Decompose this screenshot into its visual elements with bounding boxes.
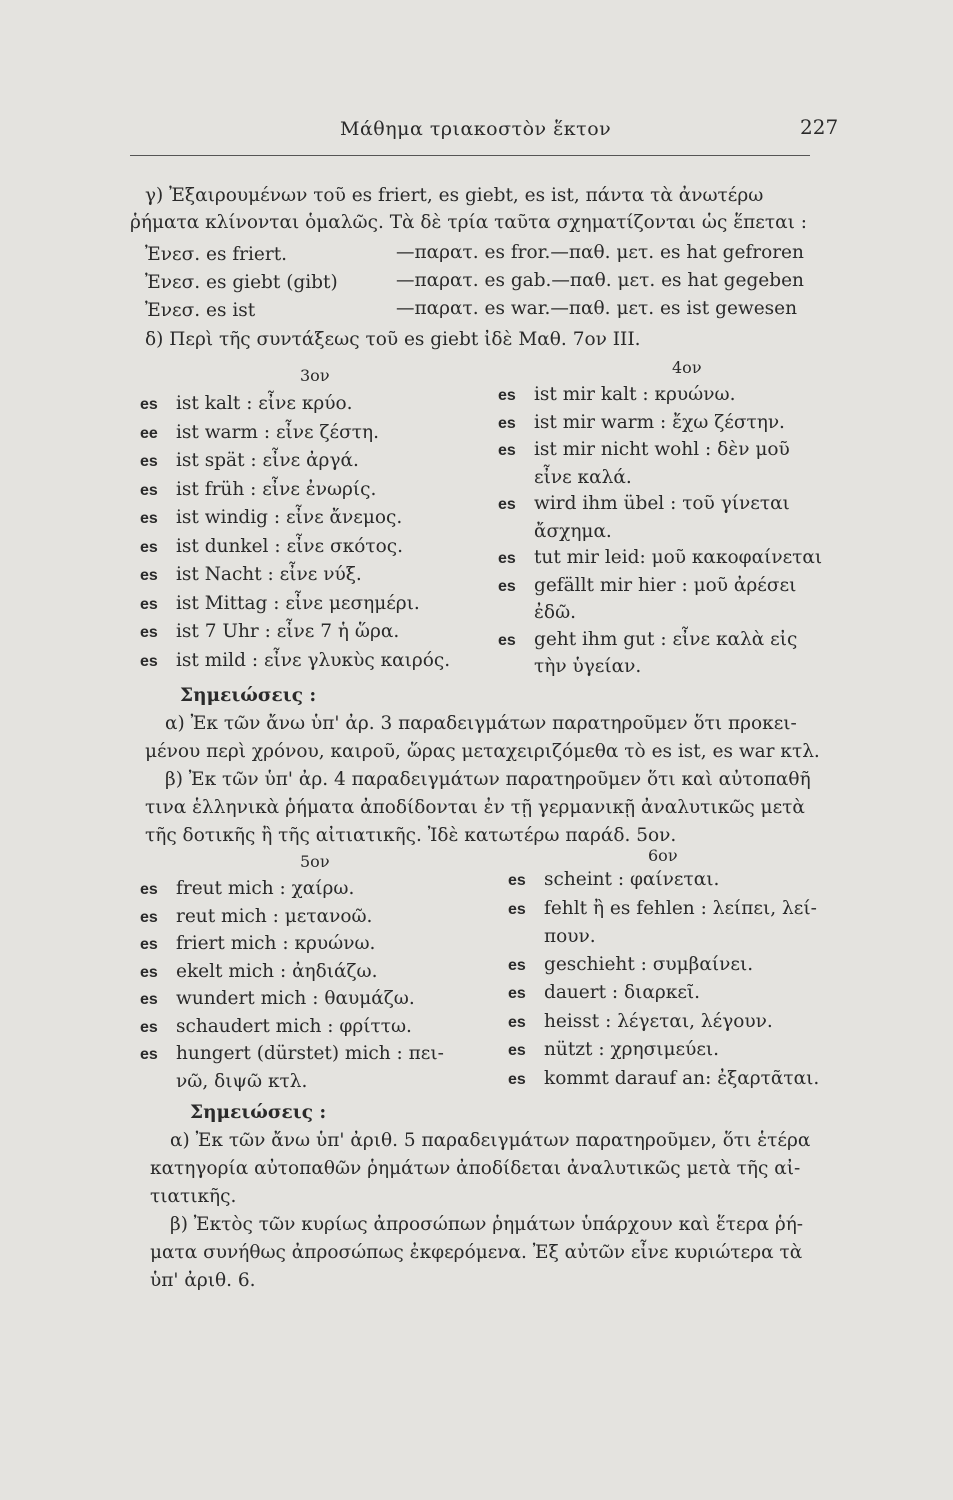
list-item bbox=[498, 519, 822, 546]
list-item-text: ist kalt : εἶνε κρύο. bbox=[176, 393, 353, 414]
es-marker: es bbox=[140, 396, 158, 413]
es-marker: es bbox=[140, 963, 158, 981]
es-marker: es bbox=[140, 453, 158, 470]
header-rule bbox=[130, 155, 810, 156]
list-item-text: wird ihm übel : τοῦ γίνεται bbox=[534, 493, 790, 514]
list-item-text: εἶνε καλά. bbox=[534, 466, 632, 488]
paragraph-line: α) Ἐκ τῶν ἄνω ὑπ' ἀριθ. 5 παραδειγμάτων παρατηροῦμεν, ὅτι ἑτέρα bbox=[170, 1130, 811, 1151]
list-item bbox=[508, 1008, 819, 1037]
list-item-text: wundert mich : θαυμάζω. bbox=[176, 988, 415, 1009]
es-marker: es bbox=[140, 652, 158, 670]
list-item bbox=[140, 618, 450, 647]
section-6-list bbox=[508, 866, 819, 1093]
list-item bbox=[508, 895, 819, 924]
list-item-text: dauert : διαρκεῖ. bbox=[544, 982, 701, 1003]
es-marker: es bbox=[498, 631, 516, 649]
es-marker: es bbox=[140, 936, 158, 953]
list-item bbox=[140, 533, 450, 562]
es-marker: es bbox=[140, 567, 158, 584]
page-number: 227 bbox=[800, 115, 839, 139]
paragraph-line: α) Ἐκ τῶν ἄνω ὑπ' ἀρ. 3 παραδειγμάτων παρατηροῦμεν ὅτι προκει- bbox=[165, 713, 797, 734]
conj-forms-3: —παρατ. es war.—παθ. μετ. es ist gewesen bbox=[396, 298, 798, 319]
section-4-list bbox=[498, 382, 822, 681]
list-item-text: tut mir leid: μοῦ κακοφαίνεται bbox=[534, 547, 823, 568]
section-4-label: 4ον bbox=[672, 358, 702, 377]
es-marker: es bbox=[508, 1070, 526, 1088]
list-item bbox=[508, 1036, 819, 1065]
list-item-text: kommt darauf an: ἐξαρτᾶται. bbox=[544, 1067, 820, 1089]
list-item bbox=[140, 504, 450, 533]
list-item-text: ist windig : εἶνε ἄνεμος. bbox=[176, 507, 403, 528]
list-item-text: ἄσχημα. bbox=[534, 520, 612, 542]
es-marker: es bbox=[140, 481, 158, 499]
list-item-text: geschieht : συμβαίνει. bbox=[544, 953, 754, 975]
list-item-text: friert mich : κρυώνω. bbox=[176, 933, 376, 954]
es-marker: es bbox=[140, 881, 158, 898]
es-marker: es bbox=[498, 414, 516, 432]
list-item-text: ist dunkel : εἶνε σκότος. bbox=[176, 535, 403, 557]
list-item bbox=[140, 904, 444, 932]
list-item-text: ist mild : εἶνε γλυκὺς καιρός. bbox=[176, 649, 451, 671]
es-marker: es bbox=[508, 1013, 526, 1031]
paragraph-line: κατηγορία αὐτοπαθῶν ῥημάτων ἀποδίδεται ἀναλυτικῶς μετὰ τῆς αἰ- bbox=[150, 1158, 801, 1179]
es-marker: es bbox=[508, 872, 526, 889]
list-item bbox=[140, 476, 450, 505]
list-item-text: ist warm : εἶνε ζέστη. bbox=[176, 421, 379, 443]
list-item bbox=[498, 627, 822, 655]
list-item-text: schaudert mich : φρίττω. bbox=[176, 1015, 412, 1037]
list-item bbox=[140, 561, 450, 590]
list-item bbox=[498, 545, 822, 573]
list-item bbox=[498, 437, 822, 465]
list-item-text: ist Nacht : εἶνε νύξ. bbox=[176, 564, 362, 585]
list-item bbox=[498, 410, 822, 438]
list-item bbox=[498, 600, 822, 627]
list-item bbox=[140, 959, 444, 987]
list-item-text: ἐδῶ. bbox=[534, 602, 577, 623]
es-marker: es bbox=[140, 595, 158, 613]
es-marker: es bbox=[140, 624, 158, 641]
intro-delta: δ) Περὶ τῆς συντάξεως τοῦ es giebt ἰδὲ Μαθ. 7ον ΙΙΙ. bbox=[145, 329, 641, 350]
paragraph-line: μένου περὶ χρόνου, καιροῦ, ὥρας μεταχειριζόμεθα τὸ es ist, es war κτλ. bbox=[145, 741, 820, 762]
list-item-text: ist spät : εἶνε ἀργά. bbox=[176, 450, 359, 471]
list-item bbox=[140, 647, 450, 676]
paragraph-line: ὑπ' ἀριθ. 6. bbox=[150, 1270, 256, 1291]
section-6-label: 6ον bbox=[648, 846, 678, 865]
list-item-text: τὴν ὑγείαν. bbox=[534, 656, 642, 677]
es-marker: es bbox=[498, 442, 516, 459]
list-item bbox=[508, 1065, 819, 1094]
list-item bbox=[508, 866, 819, 895]
conj-present-1: Ἐνεσ. es friert. bbox=[145, 244, 288, 265]
list-item bbox=[140, 1014, 444, 1042]
list-item bbox=[508, 951, 819, 980]
list-item-text: ekelt mich : ἀηδιάζω. bbox=[176, 960, 378, 982]
list-item-text: reut mich : μετανοῶ. bbox=[176, 905, 373, 927]
paragraph-line: τινα ἑλληνικὰ ῥήματα ἀποδίδονται ἐν τῇ γερμανικῇ ἀναλυτικῶς μετὰ bbox=[145, 797, 805, 818]
intro-line-1: γ) Ἐξαιρουμένων τοῦ es friert, es giebt, es ist, πάντα τὰ ἀνωτέρω bbox=[145, 185, 764, 206]
intro-line-2: ῥήματα κλίνονται ὁμαλῶς. Τὰ δὲ τρία ταῦτα σχηματίζονται ὡς ἕπεται : bbox=[130, 212, 807, 233]
es-marker: es bbox=[508, 900, 526, 918]
list-item bbox=[508, 923, 819, 951]
list-item bbox=[140, 986, 444, 1014]
notes-2-body bbox=[150, 1127, 810, 1295]
paragraph-line: β) Ἐκ τῶν ὑπ' ἀρ. 4 παραδειγμάτων παρατηροῦμεν ὅτι καὶ αὐτοπαθῆ bbox=[165, 769, 811, 790]
list-item bbox=[498, 491, 822, 519]
es-marker: es bbox=[140, 991, 158, 1008]
es-marker: es bbox=[508, 985, 526, 1002]
conj-forms-2: —παρατ. es gab.—παθ. μετ. es hat gegeben bbox=[396, 270, 804, 291]
section-5-label: 5ον bbox=[300, 852, 330, 871]
list-item-text: gefällt mir hier : μοῦ ἀρέσει bbox=[534, 574, 797, 596]
es-marker: es bbox=[140, 510, 158, 527]
list-item-text: heisst : λέγεται, λέγουν. bbox=[544, 1010, 773, 1032]
es-marker: es bbox=[140, 908, 158, 926]
list-item-text: nützt : χρησιμεύει. bbox=[544, 1039, 720, 1060]
notes-1-heading: Σημειώσεις : bbox=[180, 685, 317, 706]
es-marker: ee bbox=[140, 424, 158, 442]
notes-2-heading: Σημειώσεις : bbox=[190, 1102, 327, 1123]
list-item bbox=[140, 1041, 444, 1069]
list-item bbox=[140, 447, 450, 476]
list-item-text: hungert (dürstet) mich : πει- bbox=[176, 1043, 444, 1064]
list-item bbox=[140, 1069, 444, 1096]
section-3-list bbox=[140, 390, 450, 675]
es-marker: es bbox=[498, 577, 516, 595]
paragraph-line: τιατικῆς. bbox=[150, 1186, 237, 1207]
list-item bbox=[508, 979, 819, 1008]
conj-present-2: Ἐνεσ. es giebt (gibt) bbox=[145, 272, 338, 293]
list-item-text: ist mir nicht wohl : δὲν μοῦ bbox=[534, 439, 790, 460]
list-item-text: νῶ, διψῶ κτλ. bbox=[176, 1070, 308, 1092]
es-marker: es bbox=[498, 550, 516, 567]
list-item-text: geht ihm gut : εἶνε καλὰ εἰς bbox=[534, 628, 798, 650]
list-item bbox=[140, 876, 444, 904]
paragraph-line: β) Ἐκτὸς τῶν κυρίως ἀπροσώπων ῥημάτων ὑπάρχουν καὶ ἕτερα ῥή- bbox=[170, 1214, 804, 1235]
conj-present-3: Ἐνεσ. es ist bbox=[145, 300, 256, 321]
conj-forms-1: —παρατ. es fror.—παθ. μετ. es hat gefroren bbox=[396, 242, 804, 263]
notes-1-body bbox=[145, 710, 820, 850]
list-item-text: πουν. bbox=[544, 926, 596, 947]
list-item bbox=[140, 590, 450, 619]
list-item-text: scheint : φαίνεται. bbox=[544, 869, 720, 890]
list-item bbox=[498, 573, 822, 601]
list-item bbox=[140, 931, 444, 959]
list-item-text: fehlt ἢ es fehlen : λείπει, λεί- bbox=[544, 897, 817, 919]
list-item-text: ist Mittag : εἶνε μεσημέρι. bbox=[176, 592, 420, 614]
list-item bbox=[140, 390, 450, 419]
es-marker: es bbox=[508, 956, 526, 974]
list-item-text: ist früh : εἶνε ἐνωρίς. bbox=[176, 478, 377, 500]
es-marker: es bbox=[498, 496, 516, 513]
list-item bbox=[498, 382, 822, 410]
es-marker: es bbox=[140, 538, 158, 556]
page-header-title: Μάθημα τριακοστὸν ἕκτον bbox=[340, 118, 612, 140]
paragraph-line: ματα συνήθως ἀπροσώπως ἐκφερόμενα. Ἐξ αὐτῶν εἶνε κυριώτερα τὰ bbox=[150, 1242, 803, 1263]
section-5-list bbox=[140, 876, 444, 1095]
list-item bbox=[498, 654, 822, 681]
paragraph-line: τῆς δοτικῆς ἢ τῆς αἰτιατικῆς. Ἰδὲ κατωτέρω παράδ. 5ον. bbox=[145, 825, 677, 846]
list-item-text: freut mich : χαίρω. bbox=[176, 878, 355, 899]
list-item-text: ist 7 Uhr : εἶνε 7 ἡ ὥρα. bbox=[176, 621, 400, 642]
es-marker: es bbox=[140, 1046, 158, 1063]
section-3-label: 3ον bbox=[300, 366, 330, 385]
es-marker: es bbox=[508, 1042, 526, 1059]
list-item-text: ist mir warm : ἔχω ζέστην. bbox=[534, 411, 785, 433]
es-marker: es bbox=[140, 1018, 158, 1036]
list-item-text: ist mir kalt : κρυώνω. bbox=[534, 384, 736, 405]
list-item bbox=[140, 419, 450, 448]
es-marker: es bbox=[498, 387, 516, 404]
list-item bbox=[498, 465, 822, 492]
